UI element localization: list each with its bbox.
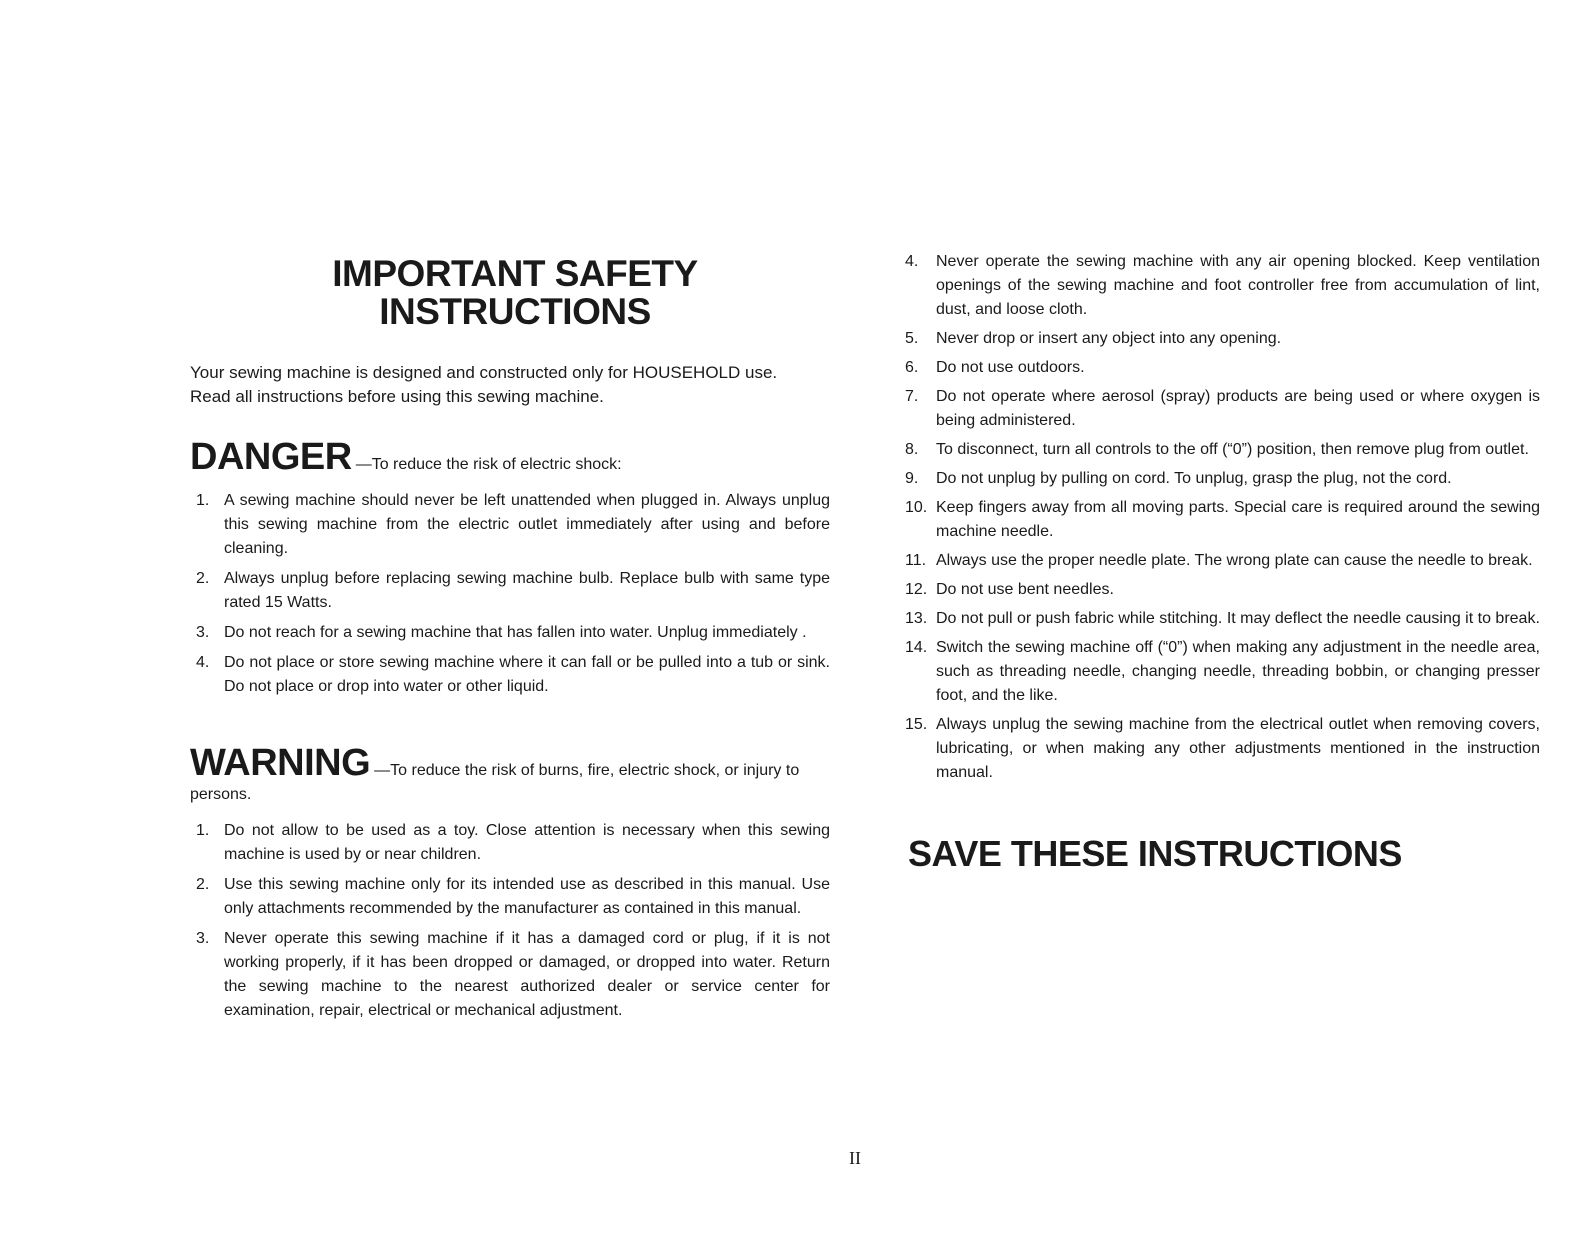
item-text: Use this sewing machine only for its intended use as described in this manual. Use only attachments recommended by the manufacturer as contained in this manual. xyxy=(224,876,830,917)
item-number: 9. xyxy=(905,470,919,487)
item-text: Always unplug before replacing sewing machine bulb. Replace bulb with same type rated 15 Watts. xyxy=(224,570,830,611)
continued-list xyxy=(900,250,1540,785)
item-number: 4. xyxy=(905,253,919,270)
item-number: 3. xyxy=(196,930,210,947)
item-number: 4. xyxy=(196,654,210,671)
list-item xyxy=(190,927,830,1023)
danger-section xyxy=(190,436,830,699)
list-item xyxy=(900,438,1540,462)
list-item xyxy=(900,356,1540,380)
item-number: 1. xyxy=(196,492,210,509)
danger-word: DANGER xyxy=(190,436,352,478)
warning-section xyxy=(190,742,830,1023)
item-text: Do not unplug by pulling on cord. To unplug, grasp the plug, not the cord. xyxy=(936,470,1452,487)
list-item xyxy=(900,713,1540,785)
page-title xyxy=(190,255,830,331)
item-number: 10. xyxy=(905,499,928,516)
item-number: 14. xyxy=(905,639,928,656)
right-column xyxy=(900,250,1540,875)
item-number: 15. xyxy=(905,716,928,733)
item-text: Switch the sewing machine off (“0”) when making any adjustment in the needle area, such as threading needle, changing needle, threading bobbin, or changing presser foot, and the like. xyxy=(936,639,1540,704)
list-item xyxy=(190,621,830,645)
item-number: 6. xyxy=(905,359,919,376)
item-number: 2. xyxy=(196,570,210,587)
item-text: Do not pull or push fabric while stitching. It may deflect the needle causing it to break. xyxy=(936,610,1540,627)
list-item xyxy=(190,873,830,921)
list-item xyxy=(900,327,1540,351)
item-text: To disconnect, turn all controls to the off (“0”) position, then remove plug from outlet. xyxy=(936,441,1529,458)
item-number: 3. xyxy=(196,624,210,641)
item-text: Do not reach for a sewing machine that has fallen into water. Unplug immediately . xyxy=(224,624,807,641)
page-number: II xyxy=(849,1148,861,1168)
list-item xyxy=(190,567,830,615)
danger-subtitle: —To reduce the risk of electric shock: xyxy=(355,456,622,473)
warning-list xyxy=(190,819,830,1023)
warning-heading xyxy=(190,742,830,807)
item-number: 11. xyxy=(905,552,927,569)
list-item xyxy=(900,549,1540,573)
item-text: Never drop or insert any object into any opening. xyxy=(936,330,1282,347)
list-item xyxy=(190,489,830,561)
item-text: Do not place or store sewing machine where it can fall or be pulled into a tub or sink. Do not place or drop into water or other liquid. xyxy=(224,654,830,695)
danger-heading xyxy=(190,436,830,478)
item-text: A sewing machine should never be left unattended when plugged in. Always unplug this sewing machine from the electric outlet immediately after using and before cleaning. xyxy=(224,492,830,557)
item-number: 8. xyxy=(905,441,919,458)
list-item xyxy=(900,578,1540,602)
item-number: 5. xyxy=(905,330,919,347)
item-number: 2. xyxy=(196,876,210,893)
list-item xyxy=(190,819,830,867)
title-line-2: INSTRUCTIONS xyxy=(379,291,651,332)
item-text: Do not allow to be used as a toy. Close attention is necessary when this sewing machine is used by or near children. xyxy=(224,822,830,863)
list-item xyxy=(900,607,1540,631)
warning-word: WARNING xyxy=(190,742,371,784)
item-text: Do not use outdoors. xyxy=(936,359,1085,376)
item-number: 1. xyxy=(196,822,210,839)
title-line-1: IMPORTANT SAFETY xyxy=(332,253,698,294)
item-number: 12. xyxy=(905,581,928,598)
item-text: Do not use bent needles. xyxy=(936,581,1114,598)
item-text: Never operate this sewing machine if it has a damaged cord or plug, if it is not working properly, if it has been dropped or damaged, or dropped into water. Return the sewing machine to the nearest authorized dealer or service center for examination, repair, electrical or mechanical adjustment. xyxy=(224,930,830,1019)
list-item xyxy=(900,636,1540,708)
intro-text xyxy=(190,361,830,409)
list-item xyxy=(900,385,1540,433)
danger-list xyxy=(190,489,830,699)
item-number: 7. xyxy=(905,388,919,405)
item-text: Keep fingers away from all moving parts. Special care is required around the sewing machine needle. xyxy=(936,499,1540,540)
intro-line-1: Your sewing machine is designed and constructed only for HOUSEHOLD use. xyxy=(190,363,778,382)
item-number: 13. xyxy=(905,610,928,627)
list-item xyxy=(900,496,1540,544)
list-item xyxy=(900,250,1540,322)
warning-subtitle: —To reduce the risk of burns, fire, electric shock, or injury to persons. xyxy=(190,762,800,803)
item-text: Always use the proper needle plate. The wrong plate can cause the needle to break. xyxy=(936,552,1533,569)
list-item xyxy=(190,651,830,699)
intro-line-2: Read all instructions before using this sewing machine. xyxy=(190,387,604,406)
save-instructions-heading: SAVE THESE INSTRUCTIONS xyxy=(908,833,1402,874)
item-text: Never operate the sewing machine with any air opening blocked. Keep ventilation openings of the sewing machine and foot controller free from accumulation of lint, dust, and loose cloth. xyxy=(936,253,1540,318)
list-item xyxy=(900,467,1540,491)
item-text: Always unplug the sewing machine from the electrical outlet when removing covers, lubricating, or when making any other adjustments mentioned in the instruction manual. xyxy=(936,716,1540,781)
left-column xyxy=(190,255,830,1029)
item-text: Do not operate where aerosol (spray) products are being used or where oxygen is being administered. xyxy=(936,388,1540,429)
